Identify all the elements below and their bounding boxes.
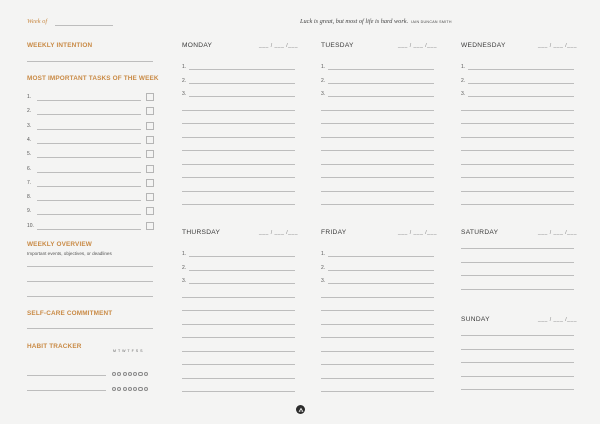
day-line[interactable] <box>182 123 295 124</box>
task-number: 2. <box>27 108 32 115</box>
brand-logo-icon <box>296 405 305 414</box>
day-item-number: 3. <box>461 91 466 97</box>
habit-check-circle[interactable] <box>123 387 127 391</box>
day-line[interactable] <box>461 262 574 263</box>
habit-circles <box>112 387 148 391</box>
day-line[interactable] <box>468 83 574 84</box>
day-line[interactable] <box>182 177 295 178</box>
day-line[interactable] <box>328 270 434 271</box>
task-checkbox[interactable] <box>146 193 154 201</box>
habit-check-circle[interactable] <box>138 372 142 376</box>
day-item-number: 1. <box>321 251 326 257</box>
day-line[interactable] <box>189 83 295 84</box>
task-line[interactable] <box>37 214 141 215</box>
overview-line[interactable] <box>27 266 153 267</box>
quote <box>300 18 452 25</box>
day-line[interactable] <box>461 123 574 124</box>
day-line[interactable] <box>182 204 295 205</box>
task-line[interactable] <box>37 157 141 158</box>
day-line[interactable] <box>461 389 574 390</box>
day-line[interactable] <box>328 256 434 257</box>
day-item-number: 3. <box>321 91 326 97</box>
day-line[interactable] <box>461 191 574 192</box>
task-number: 4. <box>27 136 32 143</box>
weekly-intention-title: WEEKLY INTENTION <box>27 42 93 49</box>
task-line[interactable] <box>37 143 141 144</box>
day-line[interactable] <box>328 283 434 284</box>
day-item-number: 2. <box>321 77 326 84</box>
week-of-line[interactable] <box>55 25 113 26</box>
day-line[interactable] <box>321 150 434 151</box>
weekly-overview-title: WEEKLY OVERVIEW <box>27 241 92 248</box>
day-line[interactable] <box>461 137 574 138</box>
task-checkbox[interactable] <box>146 165 154 173</box>
habit-check-circle[interactable] <box>123 372 127 376</box>
task-checkbox[interactable] <box>146 207 154 215</box>
task-checkbox[interactable] <box>146 222 154 230</box>
day-line[interactable] <box>461 362 574 363</box>
day-line[interactable] <box>461 335 574 336</box>
task-number: 7. <box>27 179 32 186</box>
date-tuesday[interactable]: ___ / ___ /___ <box>398 43 437 49</box>
day-line[interactable] <box>189 270 295 271</box>
date-monday[interactable]: ___ / ___ /___ <box>259 43 298 49</box>
task-checkbox[interactable] <box>146 179 154 187</box>
task-line[interactable] <box>37 172 141 173</box>
day-friday: FRIDAY <box>321 229 347 236</box>
week-of-label: Week of <box>27 18 48 25</box>
date-thursday[interactable]: ___ / ___ /___ <box>259 230 298 236</box>
habit-check-circle[interactable] <box>128 387 132 391</box>
habit-circles <box>112 372 148 376</box>
day-item-number: 1. <box>461 64 466 70</box>
self-care-line[interactable] <box>27 328 153 329</box>
day-line[interactable] <box>321 310 434 311</box>
day-tuesday: TUESDAY <box>321 42 354 49</box>
day-item-number: 2. <box>461 77 466 84</box>
day-item-number: 1. <box>182 64 187 70</box>
day-line[interactable] <box>321 177 434 178</box>
task-line[interactable] <box>37 229 141 230</box>
day-line[interactable] <box>321 164 434 165</box>
day-line[interactable] <box>328 83 434 84</box>
task-number: 5. <box>27 151 32 158</box>
habit-check-circle[interactable] <box>117 372 121 376</box>
habit-tracker-title: HABIT TRACKER <box>27 343 82 350</box>
day-line[interactable] <box>182 297 295 298</box>
task-checkbox[interactable] <box>146 136 154 144</box>
habit-check-circle[interactable] <box>133 372 137 376</box>
day-item-number: 3. <box>182 278 187 284</box>
habit-check-circle[interactable] <box>117 387 121 391</box>
day-item-number: 2. <box>182 77 187 84</box>
day-line[interactable] <box>321 204 434 205</box>
day-line[interactable] <box>182 364 295 365</box>
task-line[interactable] <box>37 200 141 201</box>
task-line[interactable] <box>37 186 141 187</box>
day-line[interactable] <box>461 150 574 151</box>
day-line[interactable] <box>182 110 295 111</box>
task-checkbox[interactable] <box>146 107 154 115</box>
task-line[interactable] <box>37 100 141 101</box>
day-line[interactable] <box>321 337 434 338</box>
day-thursday: THURSDAY <box>182 229 221 236</box>
day-line[interactable] <box>461 248 574 249</box>
day-line[interactable] <box>468 69 574 70</box>
habit-check-circle[interactable] <box>128 372 132 376</box>
weekly-intention-line[interactable] <box>27 61 153 62</box>
habit-weekdays: MTWTFSS <box>113 349 145 353</box>
date-friday[interactable]: ___ / ___ /___ <box>398 230 437 236</box>
habit-check-circle[interactable] <box>112 387 116 391</box>
habit-line[interactable] <box>27 375 106 376</box>
day-monday: MONDAY <box>182 42 213 49</box>
task-checkbox[interactable] <box>146 93 154 101</box>
task-number: 10. <box>27 222 34 229</box>
day-line[interactable] <box>461 349 574 350</box>
weekly-overview-subtitle: Important events, objectives, or deadlines <box>27 251 112 256</box>
day-line[interactable] <box>321 191 434 192</box>
day-line[interactable] <box>182 150 295 151</box>
overview-line[interactable] <box>27 296 153 297</box>
date-sunday[interactable]: ___ / ___ /___ <box>538 317 577 323</box>
task-line[interactable] <box>37 114 141 115</box>
day-line[interactable] <box>328 69 434 70</box>
overview-line[interactable] <box>27 281 153 282</box>
day-item-number: 3. <box>182 91 187 97</box>
day-line[interactable] <box>468 96 574 97</box>
day-line[interactable] <box>461 289 574 290</box>
day-line[interactable] <box>461 177 574 178</box>
day-item-number: 2. <box>182 264 187 271</box>
task-checkbox[interactable] <box>146 150 154 158</box>
day-line[interactable] <box>182 378 295 379</box>
day-sunday: SUNDAY <box>461 316 490 323</box>
day-line[interactable] <box>182 324 295 325</box>
task-number: 9. <box>27 208 32 215</box>
quote-text: Luck is great, but most of life is hard work. <box>300 18 409 25</box>
day-line[interactable] <box>189 256 295 257</box>
day-line[interactable] <box>189 96 295 97</box>
task-checkbox[interactable] <box>146 122 154 130</box>
self-care-title: SELF-CARE COMMITMENT <box>27 310 113 317</box>
quote-author: IAIN DUNCAN SMITH <box>411 20 452 24</box>
habit-check-circle[interactable] <box>133 387 137 391</box>
day-line[interactable] <box>321 378 434 379</box>
tasks-title: MOST IMPORTANT TASKS OF THE WEEK <box>27 75 159 82</box>
habit-check-circle[interactable] <box>144 387 148 391</box>
task-line[interactable] <box>37 129 141 130</box>
day-line[interactable] <box>321 297 434 298</box>
date-saturday[interactable]: ___ / ___ /___ <box>538 230 577 236</box>
day-line[interactable] <box>321 391 434 392</box>
day-line[interactable] <box>321 110 434 111</box>
day-item-number: 3. <box>321 278 326 284</box>
habit-line[interactable] <box>27 390 106 391</box>
day-item-number: 1. <box>182 251 187 257</box>
day-line[interactable] <box>182 391 295 392</box>
task-number: 6. <box>27 165 32 172</box>
day-line[interactable] <box>182 191 295 192</box>
day-line[interactable] <box>461 164 574 165</box>
day-line[interactable] <box>461 275 574 276</box>
habit-check-circle[interactable] <box>138 387 142 391</box>
date-wednesday[interactable]: ___ / ___ /___ <box>538 43 577 49</box>
day-saturday: SATURDAY <box>461 229 499 236</box>
day-line[interactable] <box>321 364 434 365</box>
task-number: 8. <box>27 194 32 201</box>
task-number: 3. <box>27 122 32 129</box>
day-line[interactable] <box>461 376 574 377</box>
day-line[interactable] <box>182 137 295 138</box>
day-line[interactable] <box>328 96 434 97</box>
day-line[interactable] <box>182 310 295 311</box>
day-line[interactable] <box>189 283 295 284</box>
day-wednesday: WEDNESDAY <box>461 42 506 49</box>
day-line[interactable] <box>182 351 295 352</box>
task-number: 1. <box>27 94 32 100</box>
day-line[interactable] <box>189 69 295 70</box>
habit-check-circle[interactable] <box>144 372 148 376</box>
day-line[interactable] <box>182 337 295 338</box>
day-line[interactable] <box>321 137 434 138</box>
day-line[interactable] <box>321 324 434 325</box>
day-line[interactable] <box>182 164 295 165</box>
day-item-number: 1. <box>321 64 326 70</box>
day-line[interactable] <box>321 351 434 352</box>
habit-check-circle[interactable] <box>112 372 116 376</box>
day-item-number: 2. <box>321 264 326 271</box>
day-line[interactable] <box>321 123 434 124</box>
day-line[interactable] <box>461 110 574 111</box>
day-line[interactable] <box>461 204 574 205</box>
